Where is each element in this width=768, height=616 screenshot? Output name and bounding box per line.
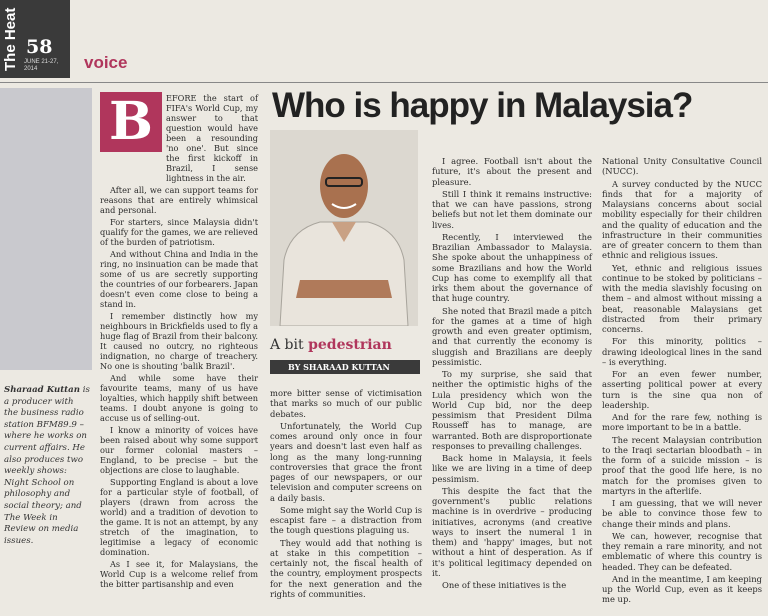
caption-emphasis: pedestrian: [308, 337, 392, 353]
paragraph: And in the meantime, I am keeping up the World Cup, even as it keeps me up.: [602, 573, 762, 605]
author-photo: [270, 130, 418, 326]
paragraph: Unfortunately, the World Cup comes around only once in four years and doesn't last even half as long as the many long-running controversies that grace the front pages of our newspapers, or our television and computer screens on a daily basis.: [270, 420, 422, 503]
paragraph: She noted that Brazil made a pitch for the games at a time of high growth and even greater optimism, and that currently the economy is sluggish and Brazilians are deeply pessimistic.: [432, 305, 592, 367]
column-4: [602, 156, 762, 607]
paragraph: I agree. Football isn't about the future, it's about the present and pleasure.: [432, 156, 592, 187]
paragraph: I remember distinctly how my neighbours in Brickfields used to fly a huge flag of Brazil from their balcony. It caused no outcry, no righteous indignation, no charge of treachery. No one is shouting 'balik Brazil'.: [100, 311, 258, 371]
page-number: 58: [26, 36, 53, 58]
masthead: [0, 0, 70, 78]
issue-date: JUNE 21-27, 2014: [24, 59, 59, 72]
paragraph: Still I think it remains instructive: that we can have passions, strong beliefs but not let them dominate our lives.: [432, 188, 592, 230]
column-2: [270, 388, 422, 601]
sidebar-bar: [0, 88, 92, 370]
paragraph: Recently, I interviewed the Brazilian Ambassador to Malaysia. She spoke about the unhappiness of some Brazilians and how the World Cup has come to exemplify all that irks them about the governance of that huge country.: [432, 231, 592, 304]
bio-text: is a producer with the business radio station BFM89.9 – where he works on current affairs. He also produces two weekly shows: Night School on philosophy and social theory; and The Week in Review on media issues.: [4, 385, 90, 546]
paragraph: This despite the fact that the government's public relations machine is in overdrive – producing initiatives, acronyms (and creative ways to insert the numeral 1 in them) and 'happy' images, but not without a hint of desperation. As if it's political legitimacy depended on it.: [432, 485, 592, 578]
paragraph: EFORE the start of FIFA's World Cup, my answer to that question would have been a resounding 'no one'. But since the first kickoff in Brazil, I sense lightness in the air.: [166, 93, 258, 183]
photo-caption: [270, 337, 392, 353]
publication-name: The Heat: [2, 7, 19, 71]
paragraph: To my surprise, she said that neither the optimistic highs of the Lula presidency which won the World Cup bid, nor the deep pessimism that President Dilma Rousseff has to manage, are warranted. Both are disproportionate responses to prevailing challenges.: [432, 369, 592, 451]
paragraph: And for the rare few, nothing is more important to be in a battle.: [602, 412, 762, 433]
header-rule: [0, 82, 768, 83]
paragraph: Yet, ethnic and religious issues continue to be stoked by politicians – with the media slavishly focusing on them – and almost without missing a beat, reasonable Malaysians get distracted from their primary concerns.: [602, 262, 762, 334]
paragraph: more bitter sense of victimisation that marks so much of our public debates.: [270, 388, 422, 419]
paragraph: We can, however, recognise that they remain a rare minority, and not emblematic of where this country is headed. They can be defeated.: [602, 530, 762, 572]
paragraph: I am guessing, that we will never be able to convince those few to change their minds and plans.: [602, 498, 762, 529]
paragraph: After all, we can support teams for reasons that are entirely whimsical and personal.: [100, 185, 258, 215]
paragraph: For starters, since Malaysia didn't qualify for the games, we are relieved of the burden of patriotism.: [100, 217, 258, 247]
paragraph: I know a minority of voices have been raised about why some support our former colonial masters – England, to be precise – but the objections are close to laughable.: [100, 425, 258, 475]
paragraph: Back home in Malaysia, it feels like we are living in a time of deep pessimism.: [432, 453, 592, 484]
paragraph: One of these initiatives is the: [442, 580, 567, 590]
section-label: voice: [84, 53, 128, 72]
paragraph: As I see it, for Malaysians, the World Cup is a welcome relief from the bitter partisanship and even: [100, 559, 258, 589]
portrait-illustration: [270, 130, 418, 326]
paragraph: For an even fewer number, asserting political power at every turn is the sine qua non of leadership.: [602, 369, 762, 410]
paragraph: Some might say the World Cup is escapist fare – a distraction from the tough questions plaguing us.: [270, 504, 422, 536]
author-bio: [4, 385, 90, 547]
paragraph: National Unity Consultative Council (NUCC).: [602, 156, 762, 177]
byline: BY SHARAAD KUTTAN: [270, 360, 420, 374]
paragraph: And while some have their favourite teams, many of us have loyalties, which happily shift between teams. I doubt anyone is going to accuse us of selling-out.: [100, 373, 258, 423]
paragraph: Supporting England is about a love for a particular style of football, of players (drawn from across the world) and a tradition of devotion to the game. It is not an attempt, by any stretch of the imagination, to legitimise a legacy of economic domination.: [100, 477, 258, 557]
drop-cap: B: [100, 92, 162, 152]
paragraph: For this minority, politics – drawing ideological lines in the sand – is everything.: [602, 336, 762, 367]
headline: Who is happy in Malaysia?: [272, 86, 693, 125]
column-3: [432, 156, 592, 592]
column-1: [100, 93, 258, 591]
paragraph: And without China and India in the ring, no insinuation can be made that some of us are secretly supporting the countries of our forbearers. Japan doesn't even come close to being a stand in.: [100, 249, 258, 309]
paragraph: They would add that nothing is at stake in this competition – certainly not, the fiscal health of the country, employment prospects for the next generation and the rights of communities.: [270, 537, 422, 599]
caption-prefix: A bit: [270, 337, 309, 353]
paragraph: The recent Malaysian contribution to the Iraqi sectarian bloodbath – in the form of a suicide mission – is proof that the good life here, is no match for the promises given to martyrs in the afterlife.: [602, 434, 762, 496]
paragraph: A survey conducted by the NUCC finds that for a majority of Malaysians concerns about social mobility especially for their children and the quality of education and the infrastructure in their communities are of greater concern to them than ethnic and religious issues.: [602, 178, 762, 261]
author-name: Sharaad Kuttan: [4, 385, 80, 395]
